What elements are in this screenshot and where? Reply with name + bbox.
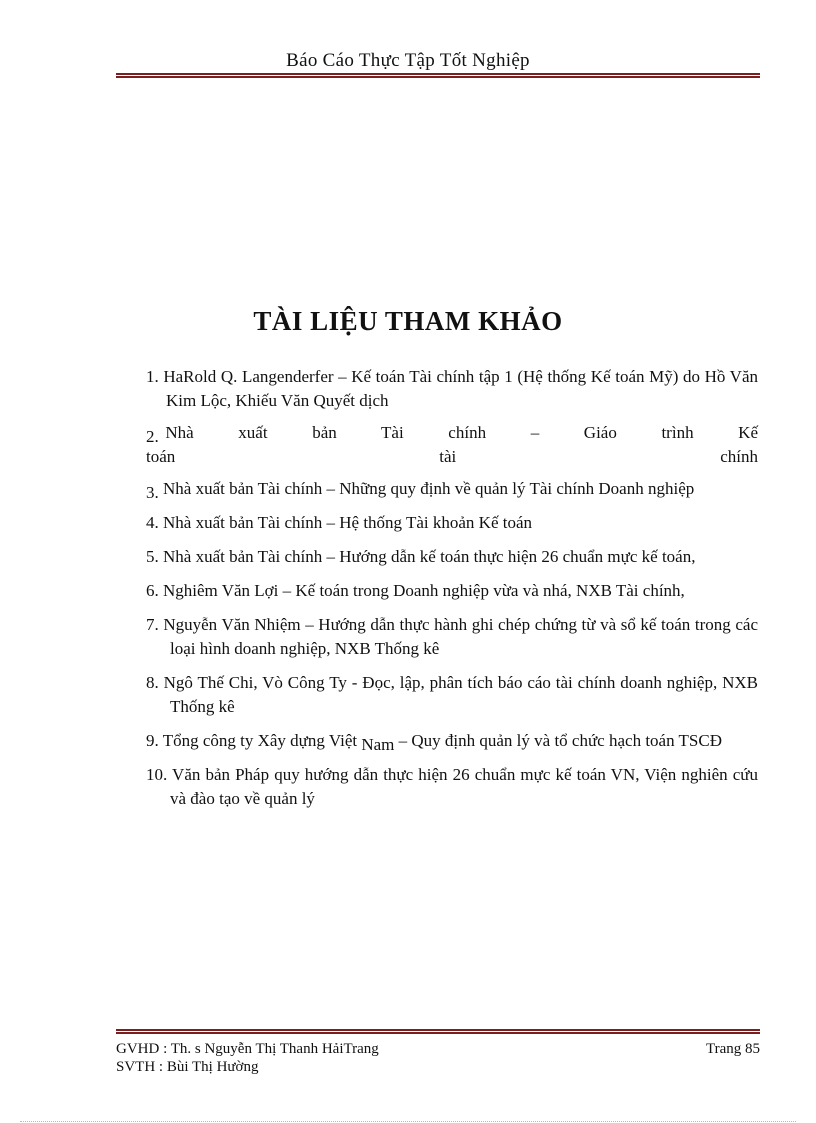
reference-text: Tổng công ty Xây dựng Việt [162, 731, 358, 750]
reference-number: 1. [146, 367, 159, 386]
document-title: TÀI LIỆU THAM KHẢO [253, 306, 563, 336]
reference-text-nam: Nam [361, 735, 395, 754]
reference-text: Nhà xuất bản Tài chính – Giáo trình Kế toán tài chính [146, 423, 759, 466]
reference-text: – Quy định quản lý và tổ chức hạch toán TSCĐ [398, 731, 722, 750]
header-divider [116, 73, 760, 78]
reference-number: 10. [146, 765, 168, 784]
reference-text: Nghiêm Văn Lợi – Kế toán trong Doanh nghiệp vừa và nhá, NXB Tài chính, [163, 581, 685, 600]
reference-number: 6. [146, 581, 159, 600]
page-number: Trang 85 [705, 1041, 760, 1057]
reference-item [146, 545, 758, 569]
reference-text: Nhà xuất bản Tài chính – Hướng dẫn kế toán thực hiện 26 chuẩn mực kế toán, [163, 547, 696, 566]
reference-item [146, 729, 758, 753]
reference-number: 7. [146, 615, 159, 634]
reference-text: HaRold Q. Langenderfer – Kế toán Tài chính tập 1 (Hệ thống Kế toán Mỹ) do Hồ Văn Kim Lộc, Khiếu Văn Quyết dịch [163, 367, 758, 410]
footer-line-gvhd [116, 1041, 760, 1058]
reference-item [146, 579, 758, 603]
footer-advisor: GVHD : Th. s Nguyễn Thị Thanh HảiTrang [116, 1041, 379, 1057]
reference-text: Nguyễn Văn Nhiệm – Hướng dẫn thực hành ghi chép chứng từ và sổ kế toán trong các loại hình doanh nghiệp, NXB Thống kê [163, 615, 758, 658]
reference-text: Nhà xuất bản Tài chính – Hệ thống Tài khoản Kế toán [163, 513, 533, 532]
reference-number: 2. [146, 427, 159, 446]
reference-text: Ngô Thế Chi, Vò Công Ty - Đọc, lập, phân tích báo cáo tài chính doanh nghiệp, NXB Thống kê [163, 673, 758, 716]
reference-list [146, 365, 758, 811]
footer-student: SVTH : Bùi Thị Hường [116, 1059, 259, 1075]
reference-item [146, 477, 758, 501]
page-header-title: Báo Cáo Thực Tập Tốt Nghiệp [286, 50, 530, 71]
reference-text: Nhà xuất bản Tài chính – Những quy định về quản lý Tài chính Doanh nghiệp [163, 479, 695, 498]
reference-number: 3. [146, 483, 159, 502]
reference-number: 5. [146, 547, 159, 566]
reference-number: 4. [146, 513, 159, 532]
reference-item [146, 365, 758, 413]
reference-item [146, 613, 758, 661]
reference-item [146, 763, 758, 811]
reference-number: 9. [146, 731, 159, 750]
reference-item [146, 421, 758, 469]
footer-divider [116, 1029, 760, 1034]
reference-number: 8. [146, 673, 159, 692]
footer-line-svth [116, 1059, 760, 1076]
reference-text: Văn bản Pháp quy hướng dẫn thực hiện 26 chuẩn mực kế toán VN, Viện nghiên cứu và đào tạo về quản lý [170, 765, 758, 808]
page-bottom-dotted-edge [20, 1121, 796, 1122]
reference-item [146, 511, 758, 535]
reference-item [146, 671, 758, 719]
